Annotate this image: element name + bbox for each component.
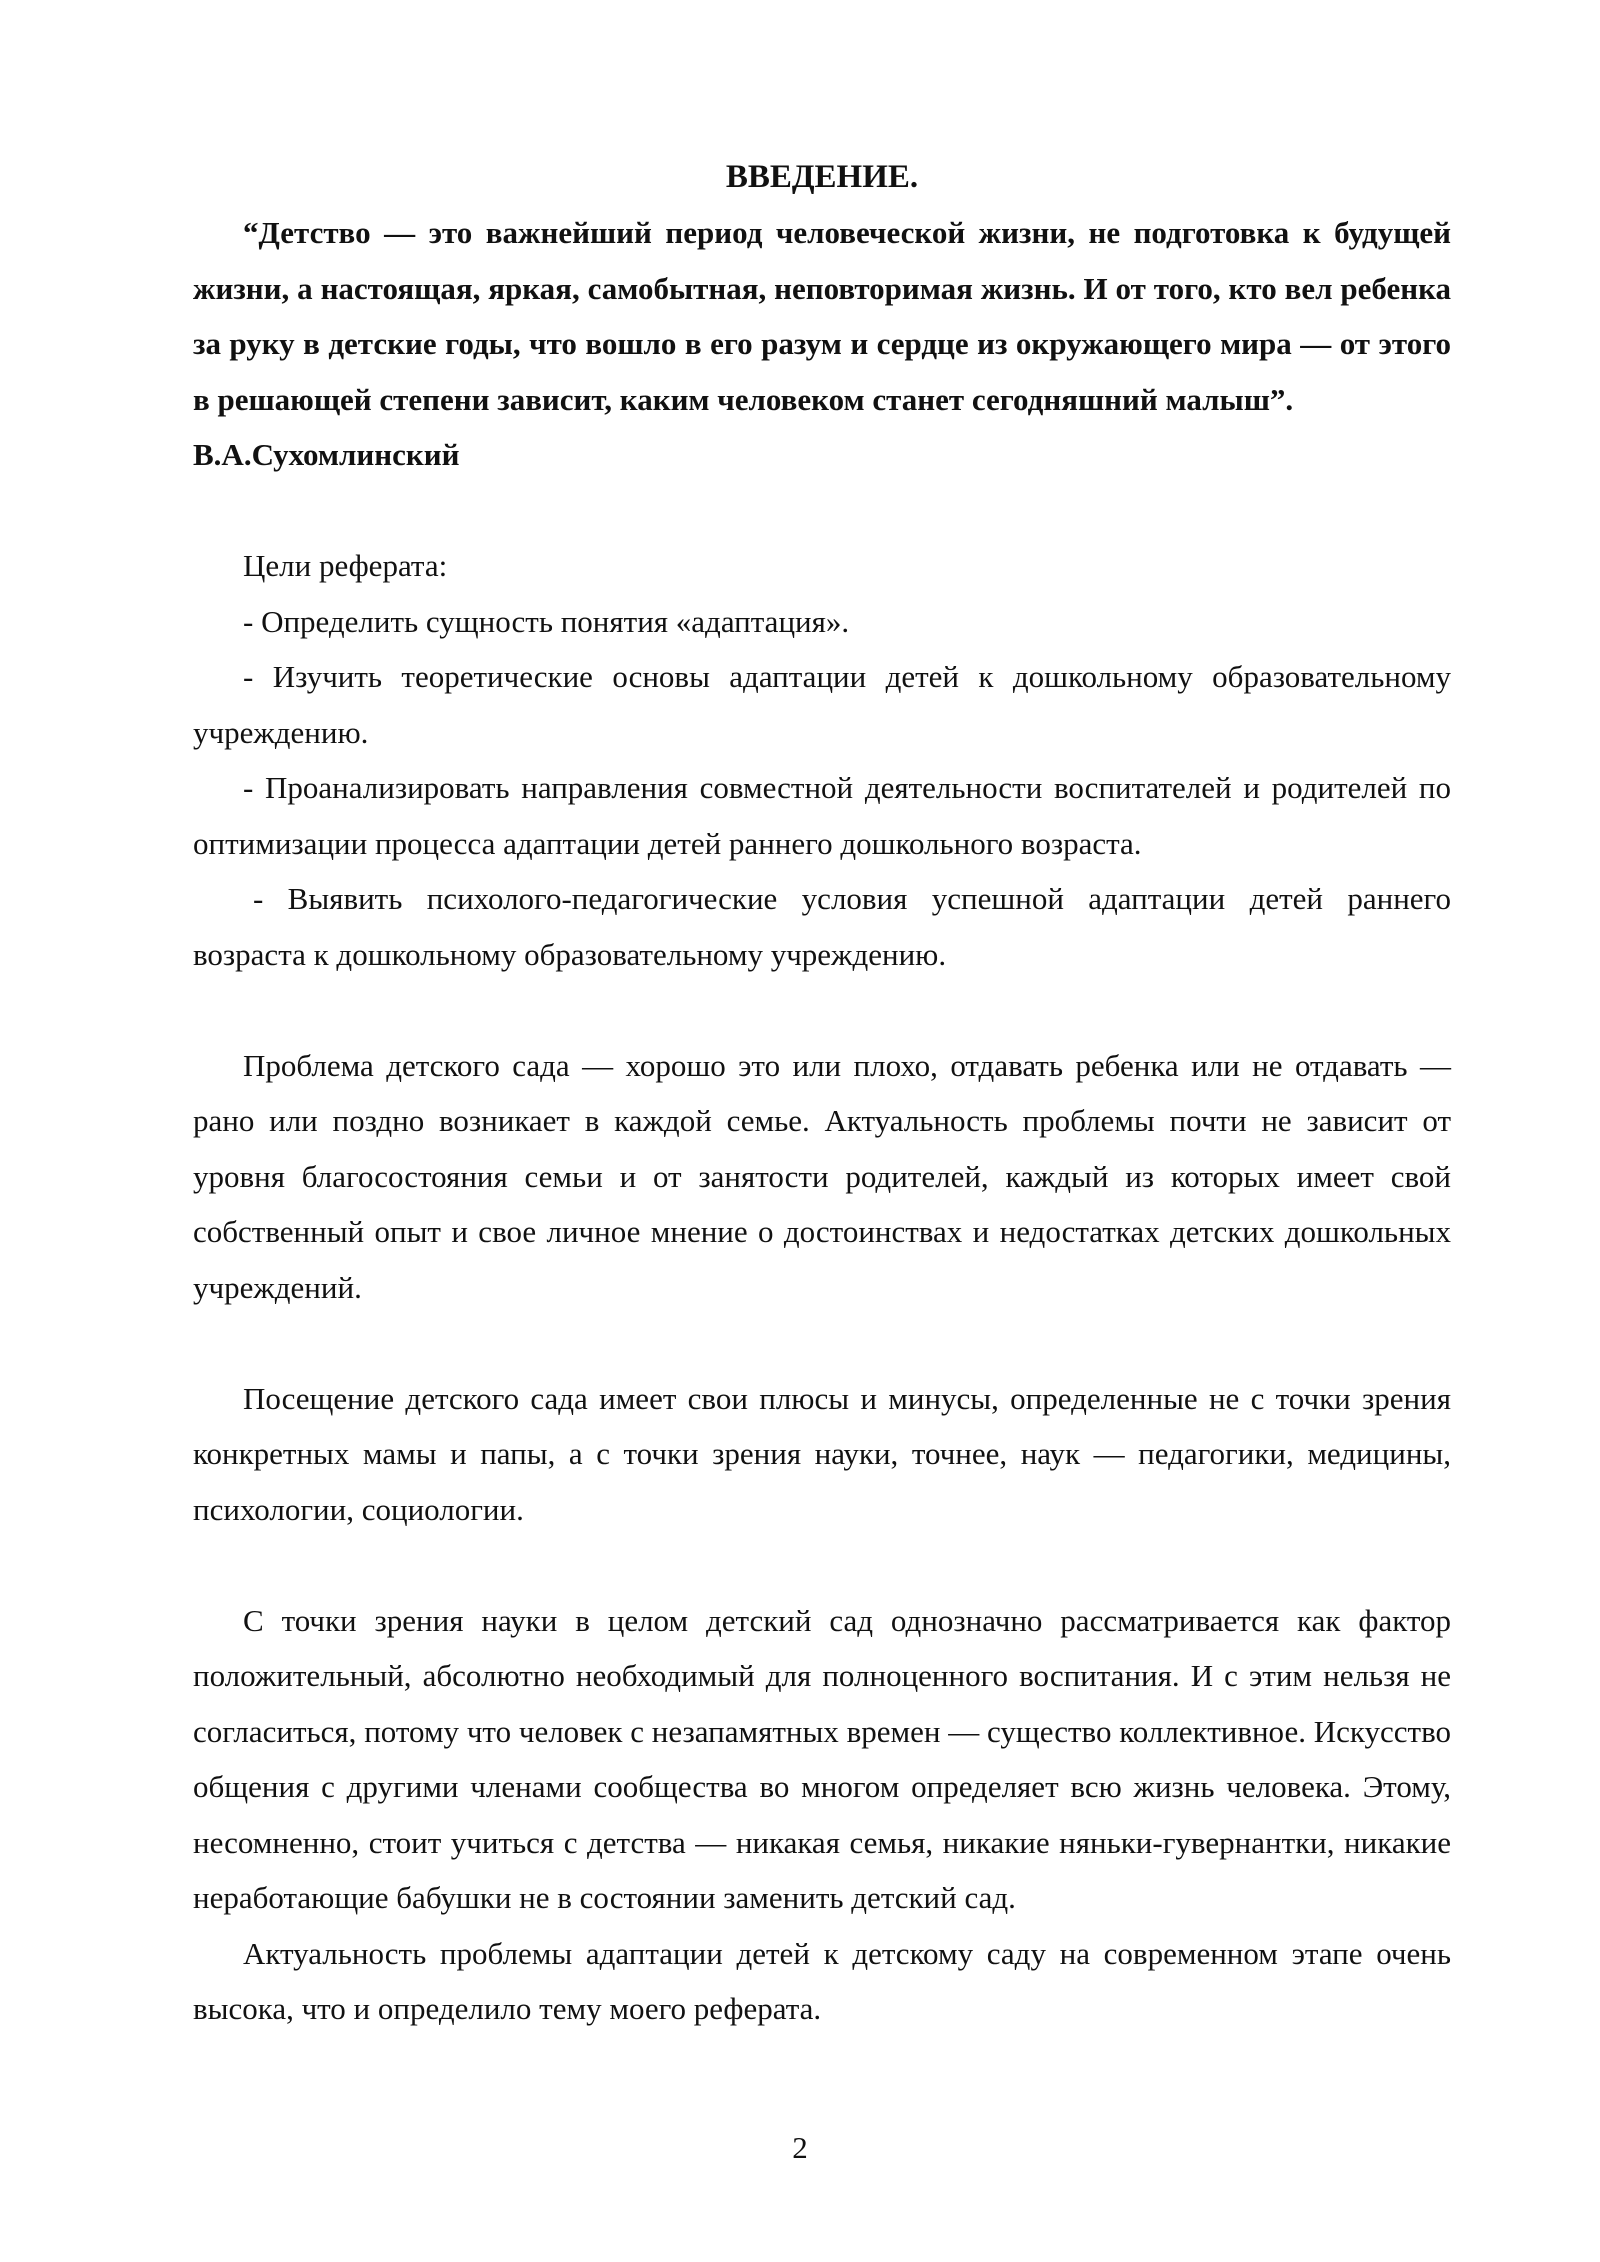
- page-content: [193, 150, 1451, 2037]
- blank-line: [193, 1315, 1451, 1371]
- goal-item: - Проанализировать направления совместной деятельности воспитателей и родителей по оптимизации процесса адаптации детей раннего дошкольного возраста.: [193, 770, 1451, 861]
- blank-line: [193, 1537, 1451, 1593]
- body-paragraph: Актуальность проблемы адаптации детей к детскому саду на современном этапе очень высока, что и определило тему моего реферата.: [193, 1935, 1451, 2026]
- goal-item: - Изучить теоретические основы адаптации детей к дошкольному образовательному учреждению.: [193, 659, 1451, 750]
- goal-item: - Определить сущность понятия «адаптация».: [243, 603, 850, 639]
- blank-line: [193, 982, 1451, 1038]
- epigraph-author: В.А.Сухомлинский: [193, 437, 460, 472]
- goal-item: - Выявить психолого-педагогические условия успешной адаптации детей раннего возраста к дошкольному образовательному учреждению.: [193, 881, 1451, 972]
- page-title: ВВЕДЕНИЕ.: [725, 159, 919, 195]
- blank-line: [193, 483, 1451, 539]
- goals-heading: Цели реферата:: [243, 548, 448, 583]
- body-paragraph: Посещение детского сада имеет свои плюсы и минусы, определенные не с точки зрения конкретных мамы и папы, а с точки зрения науки, точнее, наук — педагогики, медицины, психологии, социологии.: [193, 1380, 1451, 1527]
- body-paragraph: Проблема детского сада — хорошо это или плохо, отдавать ребенка или не отдавать — рано или поздно возникает в каждой семье. Актуальность проблемы почти не зависит от уровня благосостояния семьи и от занятости родителей, каждый из которых имеет свой собственный опыт и свое личное мнение о достоинствах и недостатках детских дошкольных учреждений.: [193, 1047, 1451, 1305]
- epigraph-quote: “Детство — это важнейший период человеческой жизни, не подготовка к будущей жизни, а настоящая, яркая, самобытная, неповторимая жизнь. И от того, кто вел ребенка за руку в детские годы, что вошло в его разум и сердце из окружающего мира — от этого в решающей степени зависит, каким человеком станет сегодняшний малыш”.: [193, 215, 1451, 417]
- page-number: 2: [792, 2130, 808, 2165]
- body-paragraph: С точки зрения науки в целом детский сад однозначно рассматривается как фактор положительный, абсолютно необходимый для полноценного воспитания. И с этим нельзя не согласиться, потому что человек с незапамятных времен — существо коллективное. Искусство общения с другими членами сообщества во многом определяет всю жизнь человека. Этому, несомненно, стоит учиться с детства — никакая семья, никакие няньки-гувернантки, никакие неработающие бабушки не в состоянии заменить детский сад.: [193, 1602, 1451, 1915]
